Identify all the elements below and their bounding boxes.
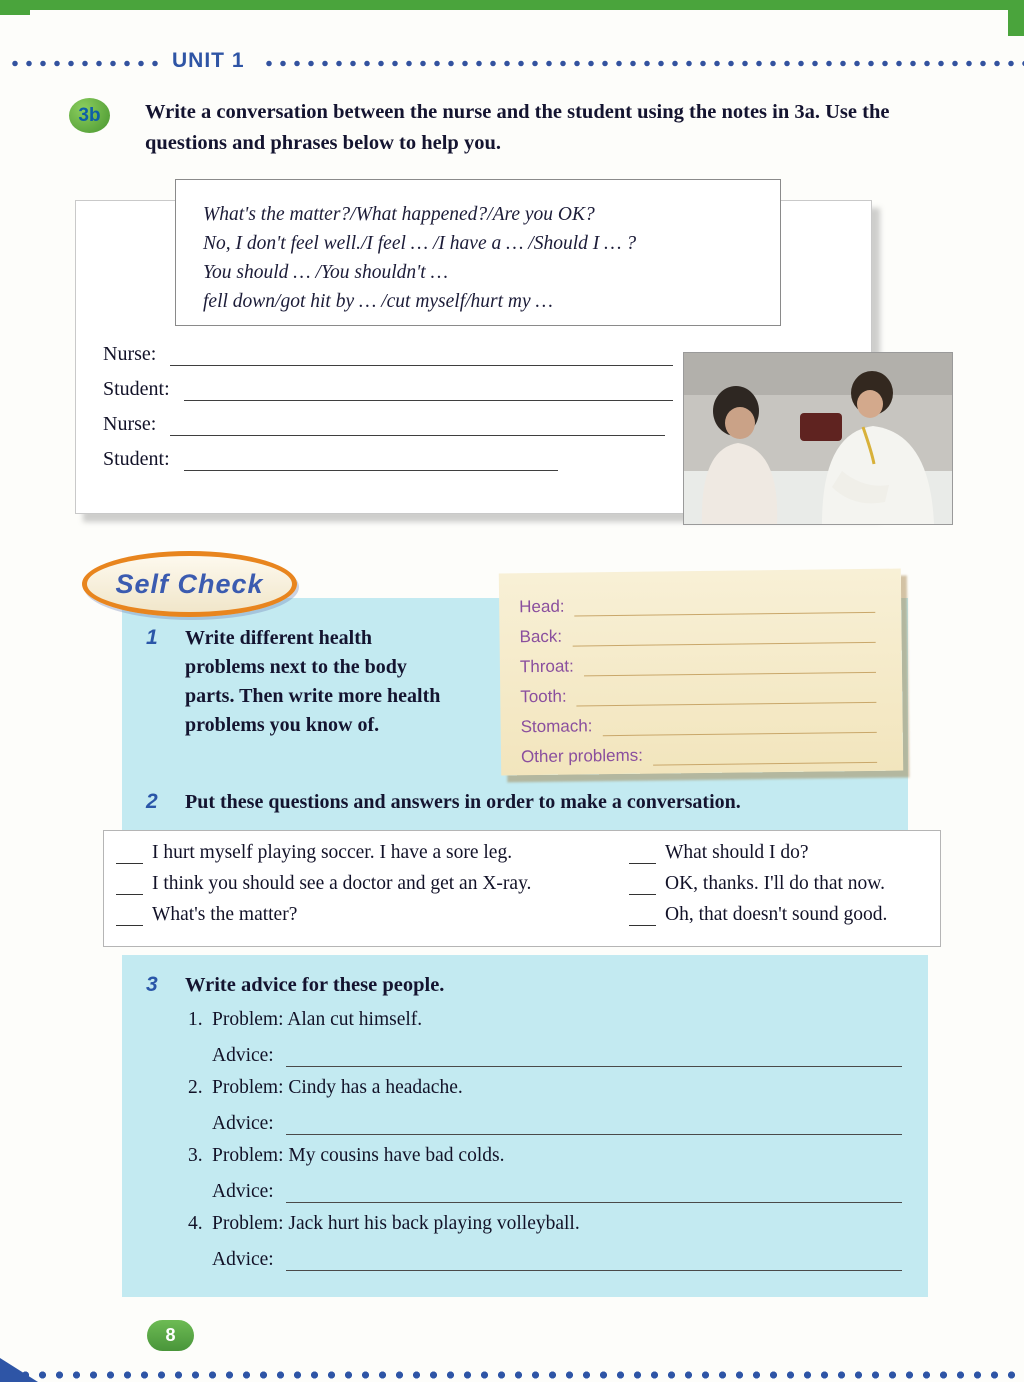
advice-line [212, 1246, 902, 1271]
conversation-item [629, 842, 934, 864]
self-check-badge [82, 551, 297, 617]
conversation-sentence: I hurt myself playing soccer. I have a sore leg. [152, 842, 513, 863]
dialogue-lines [103, 343, 673, 483]
conversation-column-left [116, 842, 621, 935]
body-part-label: Back: [519, 626, 563, 647]
advice-line [212, 1110, 902, 1135]
writing-line [184, 379, 673, 401]
nurse-student-photo [683, 352, 953, 525]
section-3b-instruction: Write a conversation between the nurse and the student using the notes in 3a. Use the questions and phrases below to help you. [145, 101, 890, 154]
top-green-bar [0, 0, 1024, 10]
writing-line [602, 716, 876, 736]
dotted-line [0, 1368, 1024, 1382]
conversation-column-right [629, 842, 934, 935]
speaker-label: Nurse: [103, 413, 157, 435]
conversation-item [116, 873, 621, 895]
speaker-label: Student: [103, 448, 170, 470]
task1-instruction: Write different health problems next to the body parts. Then write more health problems you know of. [185, 627, 441, 736]
advice-label: Advice: [212, 1045, 274, 1066]
advice-item [188, 1213, 902, 1271]
conversation-sentence: Oh, that doesn't sound good. [665, 904, 888, 925]
conversation-sentence: What's the matter? [152, 904, 298, 925]
phrase-line: What's the matter?/What happened?/Are you OK? [203, 204, 595, 225]
item-number: 1. [188, 1009, 203, 1030]
task2-heading [122, 788, 912, 824]
dialogue-row [103, 448, 558, 471]
notepad-row [519, 583, 875, 617]
conversation-item [116, 842, 621, 864]
body-part-label: Other problems: [520, 745, 644, 767]
scan-edge-blue [0, 1358, 38, 1382]
writing-line [170, 344, 673, 366]
body-part-label: Tooth: [520, 686, 567, 707]
problem-text: Problem: Cindy has a headache. [212, 1077, 463, 1098]
unit-label: UNIT 1 [172, 49, 245, 72]
advice-label: Advice: [212, 1249, 274, 1270]
body-part-label: Throat: [519, 656, 574, 677]
task1-number: 1 [146, 626, 158, 649]
dotted-line [8, 57, 160, 69]
conversation-item [629, 904, 934, 926]
scan-edge-green [0, 0, 30, 15]
advice-list [188, 1009, 902, 1281]
advice-item [188, 1145, 902, 1203]
order-blank [116, 845, 143, 864]
conversation-item [116, 904, 621, 926]
order-blank [629, 845, 656, 864]
scan-edge-green [1008, 0, 1024, 36]
body-part-label: Head: [519, 596, 565, 617]
phrase-box [175, 179, 781, 326]
conversation-sentence: OK, thanks. I'll do that now. [665, 873, 885, 894]
order-blank [116, 876, 143, 895]
problem-line [188, 1145, 902, 1167]
writing-line [653, 746, 877, 766]
advice-label: Advice: [212, 1181, 274, 1202]
conversation-sentence: What should I do? [665, 842, 809, 863]
phrase-line: You should … /You shouldn't … [203, 262, 448, 283]
phrase-line: No, I don't feel well./I feel … /I have a … /Should I … ? [203, 233, 637, 254]
conversation-sentence: I think you should see a doctor and get an X-ray. [152, 873, 532, 894]
notepad-row [521, 733, 877, 767]
advice-item [188, 1077, 902, 1135]
dialogue-row [103, 343, 673, 366]
conversation-order-box [103, 830, 941, 947]
task2-number: 2 [146, 790, 158, 813]
writing-line [184, 449, 558, 471]
writing-line [584, 656, 876, 677]
writing-line [286, 1250, 902, 1271]
dialogue-row [103, 378, 673, 401]
notepad-row [520, 673, 876, 707]
item-number: 2. [188, 1077, 203, 1098]
order-blank [629, 876, 656, 895]
writing-line [286, 1046, 902, 1067]
page-number-badge: 8 [147, 1320, 194, 1351]
section-3b-badge: 3b [69, 98, 110, 133]
order-blank [116, 907, 143, 926]
notepad-row [520, 703, 876, 737]
dialogue-row [103, 413, 665, 436]
order-blank [629, 907, 656, 926]
item-number: 4. [188, 1213, 203, 1234]
dotted-line [262, 57, 1024, 69]
self-check-panel-3 [122, 955, 928, 1297]
phrase-line: fell down/got hit by … /cut myself/hurt my … [203, 291, 553, 312]
self-check-title: Self Check [115, 568, 264, 599]
notepad-row [520, 643, 876, 677]
advice-line [212, 1042, 902, 1067]
writing-line [170, 414, 665, 436]
task3-number: 3 [146, 973, 158, 996]
speaker-label: Student: [103, 378, 170, 400]
item-number: 3. [188, 1145, 203, 1166]
body-part-label: Stomach: [520, 716, 593, 737]
problem-line [188, 1077, 902, 1099]
writing-line [286, 1114, 902, 1135]
problem-line [188, 1009, 902, 1031]
problem-text: Problem: Alan cut himself. [212, 1009, 423, 1030]
writing-line [286, 1182, 902, 1203]
advice-label: Advice: [212, 1113, 274, 1134]
problem-text: Problem: Jack hurt his back playing volleyball. [212, 1213, 580, 1234]
problem-text: Problem: My cousins have bad colds. [212, 1145, 505, 1166]
task3-instruction: Write advice for these people. [185, 974, 445, 996]
advice-line [212, 1178, 902, 1203]
task2-instruction: Put these questions and answers in order to make a conversation. [185, 791, 741, 813]
conversation-item [629, 873, 934, 895]
speaker-label: Nurse: [103, 343, 157, 365]
problem-line [188, 1213, 902, 1235]
notepad [499, 569, 903, 776]
notepad-row [519, 613, 875, 647]
advice-item [188, 1009, 902, 1067]
